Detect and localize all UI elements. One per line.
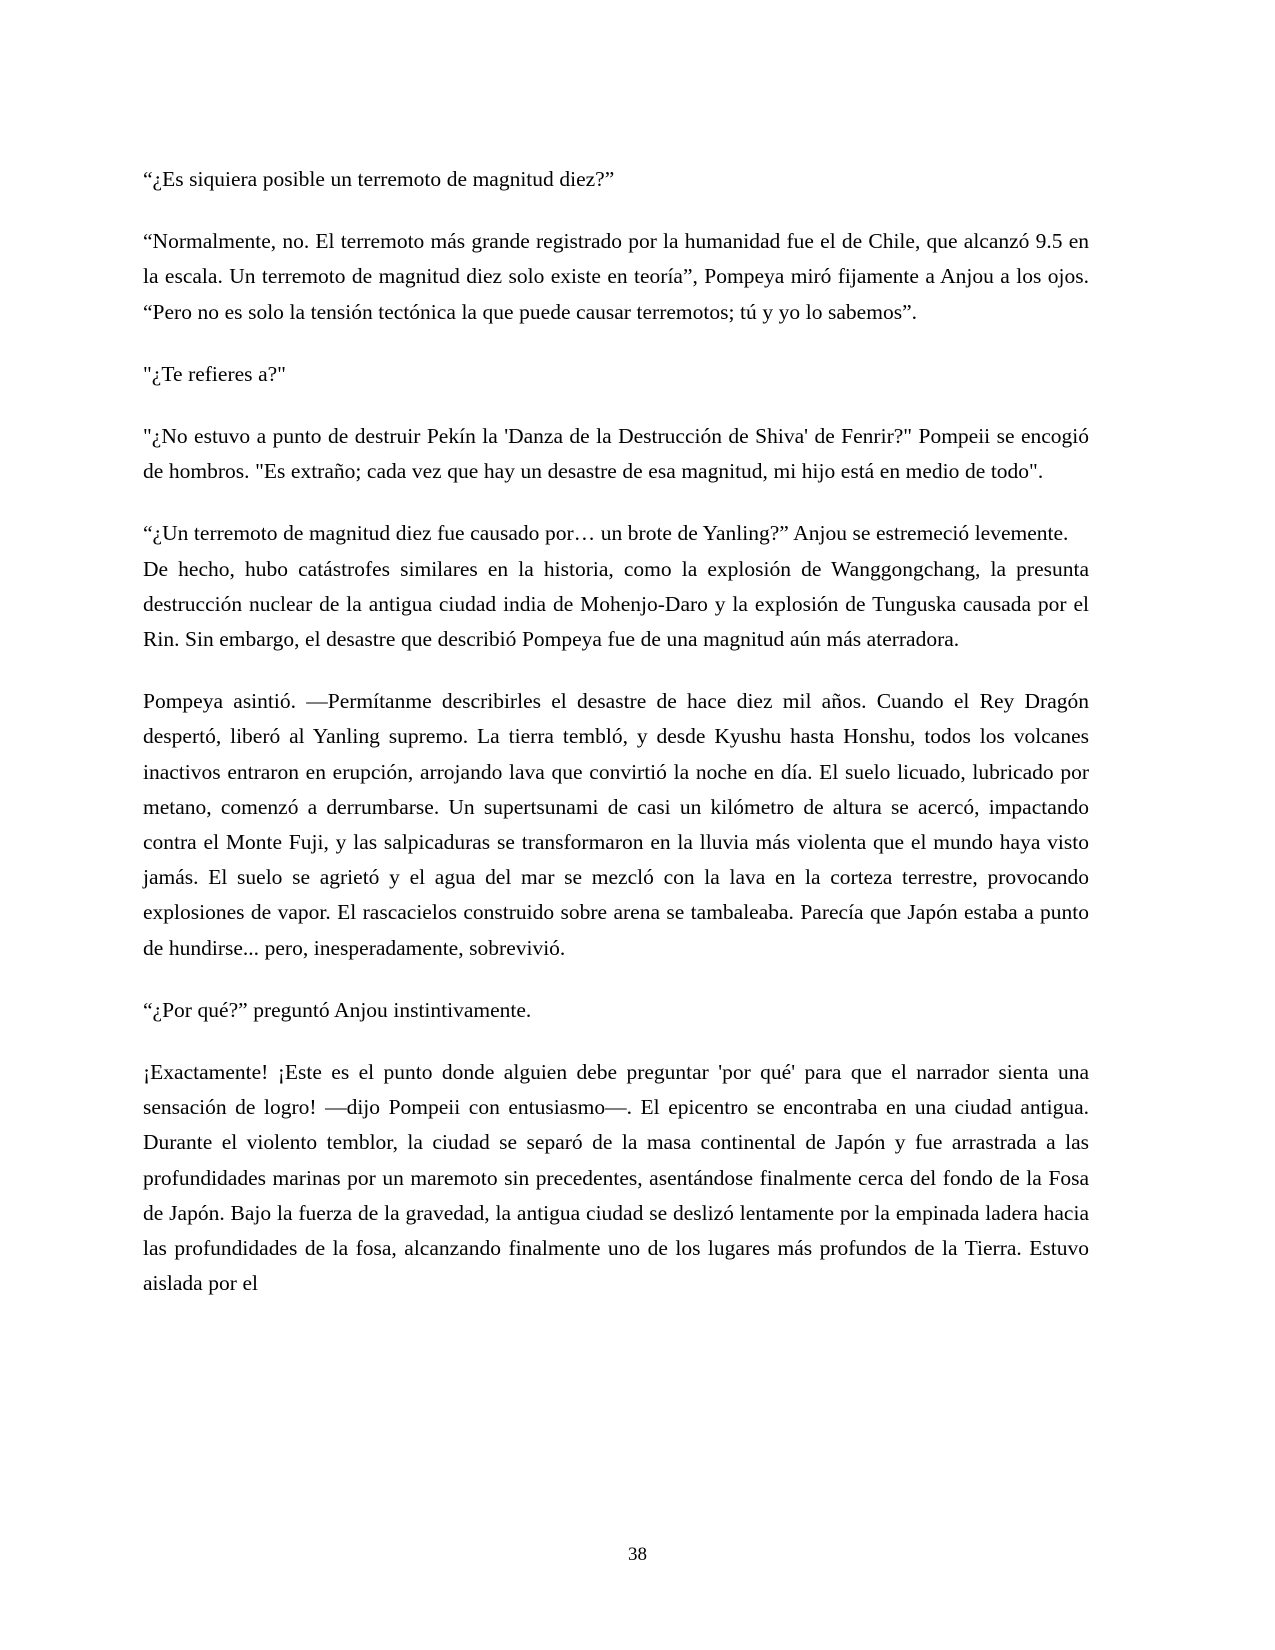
paragraph-2: “Normalmente, no. El terremoto más grande registrado por la humanidad fue el de Chile, que alcanzó 9.5 en la escala. Un terremoto de magnitud diez solo existe en teoría”, Pompeya miró fijamente a Anjou a los ojos. “Pero no es solo la tensión tectónica la que puede causar terremotos; tú y yo lo sabemos”. [143, 229, 1089, 324]
paragraph-4: "¿No estuvo a punto de destruir Pekín la 'Danza de la Destrucción de Shiva' de Fenrir?" Pompeii se encogió de hombros. "Es extraño; cada vez que hay un desastre de esa magnitud, mi hijo está en medio de todo". [143, 424, 1089, 484]
paragraph-3: "¿Te refieres a?" [143, 361, 286, 386]
page-body-text [143, 162, 1089, 1301]
paragraph-7: Pompeya asintió. —Permítanme describirles el desastre de hace diez mil años. Cuando el Rey Dragón despertó, liberó al Yanling supremo. La tierra tembló, y desde Kyushu hasta Honshu, todos los volcanes inactivos entraron en erupción, arrojando lava que convirtió la noche en día. El suelo licuado, lubricado por metano, comenzó a derrumbarse. Un supertsunami de casi un kilómetro de altura se acercó, impactando contra el Monte Fuji, y las salpicaduras se transformaron en la lluvia más violenta que el mundo haya visto jamás. El suelo se agrietó y el agua del mar se mezcló con la lava en la corteza terrestre, provocando explosiones de vapor. El rascacielos construido sobre arena se tambaleaba. Parecía que Japón estaba a punto de hundirse... pero, inesperadamente, sobrevivió. [143, 689, 1089, 960]
page-number: 38 [628, 1544, 647, 1565]
paragraph-8: “¿Por qué?” preguntó Anjou instintivamente. [143, 997, 532, 1022]
paragraph-5: “¿Un terremoto de magnitud diez fue causado por… un brote de Yanling?” Anjou se estremeció levemente. [143, 521, 1069, 546]
paragraph-1: “¿Es siquiera posible un terremoto de magnitud diez?” [143, 167, 615, 191]
paragraph-9: ¡Exactamente! ¡Este es el punto donde alguien debe preguntar 'por qué' para que el narrador sienta una sensación de logro! —dijo Pompeii con entusiasmo—. El epicentro se encontraba en una ciudad antigua. Durante el violento temblor, la ciudad se separó de la masa continental de Japón y fue arrastrada a las profundidades marinas por un maremoto sin precedentes, asentándose finalmente cerca del fondo de la Fosa de Japón. Bajo la fuerza de la gravedad, la antigua ciudad se deslizó lentamente por la empinada ladera hacia las profundidades de la fosa, alcanzando finalmente uno de los lugares más profundos de la Tierra. Estuvo aislada por el [143, 1060, 1089, 1296]
paragraph-6: De hecho, hubo catástrofes similares en la historia, como la explosión de Wanggongchang, la presunta destrucción nuclear de la antigua ciudad india de Mohenjo-Daro y la explosión de Tunguska causada por el Rin. Sin embargo, el desastre que describió Pompeya fue de una magnitud aún más aterradora. [143, 556, 1089, 652]
